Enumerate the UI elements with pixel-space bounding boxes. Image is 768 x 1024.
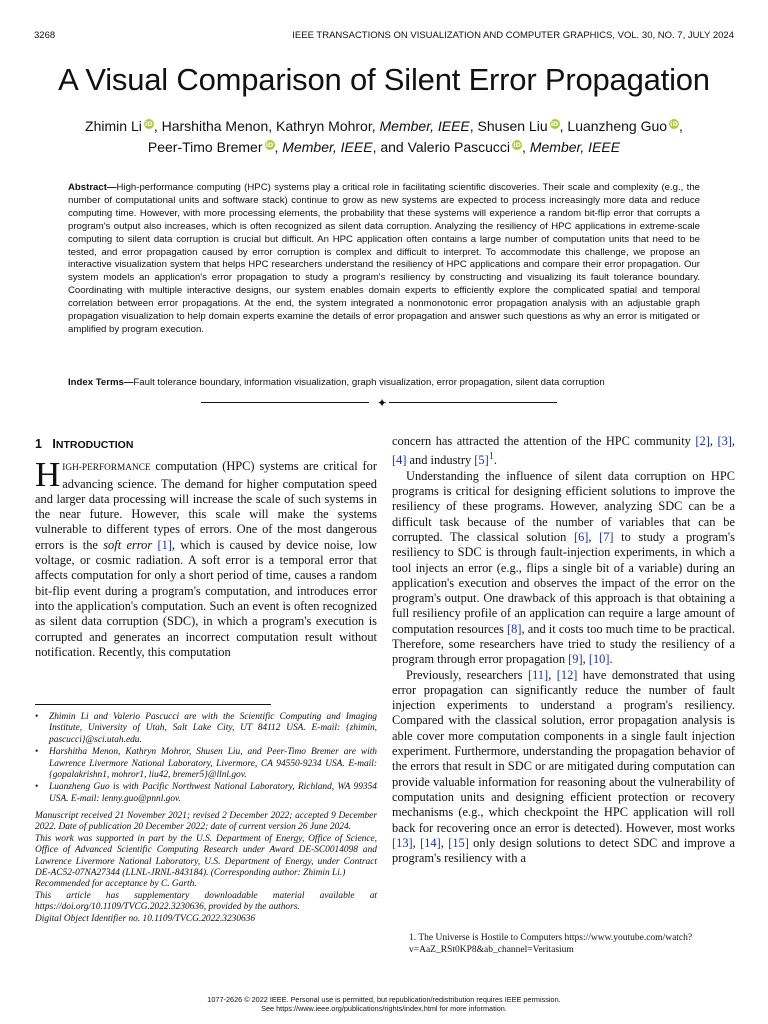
small-caps-lead: IGH-PERFORMANCE [62, 463, 151, 474]
author-name: , and Valerio Pascucci [372, 139, 511, 155]
index-terms-text: Fault tolerance boundary, information visualization, graph visualization, error propagation, silent data corruption [133, 377, 605, 388]
paragraph-text: concern has attracted the attention of the HPC community [392, 434, 696, 448]
orcid-icon[interactable]: iD [513, 141, 521, 149]
journal-header: IEEE TRANSACTIONS ON VISUALIZATION AND COMPUTER GRAPHICS, VOL. 30, NO. 7, JULY 2024 [292, 30, 734, 41]
index-terms-dash: — [123, 377, 134, 388]
author-list [40, 116, 728, 158]
citation-link[interactable]: [14] [420, 835, 441, 850]
footnote [392, 932, 735, 956]
index-terms [68, 376, 700, 389]
citation-link[interactable]: [9] [568, 652, 583, 667]
page-number: 3268 [34, 30, 56, 41]
manuscript-dates: Manuscript received 21 November 2021; revised 2 December 2022; accepted 9 December 2022. Date of publication 20 December 2022; date of current version 26 June 2024. [35, 811, 377, 833]
citation-link[interactable]: [10] [588, 652, 610, 667]
abstract-text: High-performance computing (HPC) systems play a critical role in facilitating scientific discoveries. Their scale and complexity (e.g., the number of computational units and software stack) continue to grow as new systems are expected to process increasingly more data and reduce computing time. However, with more processing elements, the probability that these systems will experience a random bit-flip error that corrupts a program's output also increases, which is often recognized as silent data corruption. Analyzing the resiliency of HPC applications in extreme-scale computing to silent data corruption is crucial but difficult. An HPC application often contains a large number of computation units that need to be tested, and error propagation caused by error corruption is complex and difficult to interpret. To accommodate this challenge, we propose an interactive visualization system that helps HPC researchers understand the resiliency of HPC applications and compare their error propagation. Our system models an application's error propagation to study a program's resiliency by constructing and visualizing its fault tolerance boundary. Coordinating with multiple interactive designs, our system enables domain experts to efficiently explore the complicated spatial and temporal correlation between error propagations. At the end, the system integrated a nonmonotonic error propagation analysis with an adjustable graph propagation visualization to help domain experts examine the details of error propagation and answer such questions as why an error is mitigated or amplified by program execution. [68, 182, 700, 335]
author-separator: , [679, 118, 683, 134]
orcid-icon[interactable]: iD [145, 120, 153, 128]
citation-link[interactable]: [4] [392, 453, 407, 468]
citation-link[interactable]: [3] [717, 434, 732, 448]
author-name: Zhimin Li [85, 118, 142, 134]
divider-line-left [201, 402, 369, 403]
paper-title: A Visual Comparison of Silent Error Propagation [58, 62, 710, 97]
author-affiliations [35, 712, 377, 806]
author-name: , Harshitha Menon, Kathryn Mohror, [153, 118, 380, 134]
author-membership: Member, IEEE [529, 139, 621, 155]
citation-link[interactable]: [7] [599, 529, 614, 544]
body-column-right [392, 434, 735, 866]
copyright-footer [0, 995, 768, 1013]
footnote-text: 1. The Universe is Hostile to Computers https://www.youtube.com/watch?v=AaZ_RSt0KP8&ab_channel=Veritasium [409, 933, 693, 955]
drop-cap: H [35, 455, 61, 495]
abstract-dash: — [106, 182, 117, 193]
manuscript-info [35, 811, 377, 925]
paragraph-text: have demonstrated that using error propagation can significantly reduce the number of fault injection experiments to understand a program's resiliency. Compared with the classical solution, error propagation analysis is able cover more computation components in a single fault injection experiment. Furthermore, understanding the propagation behavior of the errors that result in SDC or are mitigated during computation can provide valuable information for reasoning about the vulnerability of computation units and designing efficient protection or recovery mechanisms (e.g., which checkpoint the HPC application will roll back for recovering once an error is detected). However, most works [392, 667, 735, 835]
paragraph: Understanding the influence of silent data corruption on HPC programs is critical for designing efficient solutions to improve the resiliency of these programs. However, analyzing SDC can be a difficult task because of the number of variables that can be corrupted. The classical solution [6], [7] to study a program's resiliency to SDC is through fault-injection experiments, in which a tool injects an error (e.g., flips a single bit of a variable) during an application's execution and observes the impact of the error on the program's output. One drawback of this approach is that obtaining a full resiliency profile of an application can require a large amount of computation resources [8], and it costs too much time to be practical. Therefore, some researchers have tried to study the resiliency of a program through error propagation [9], [10]. [392, 468, 735, 667]
author-membership: Member, IEEE [379, 118, 470, 134]
citation-link[interactable]: [13] [392, 835, 413, 850]
citation-link[interactable]: [8] [507, 621, 522, 636]
footnote-rule [35, 704, 271, 705]
running-header [34, 30, 734, 44]
paragraph-text: only design solutions to detect SDC and improve a program's resiliency with a [392, 835, 735, 866]
author-separator: , [274, 139, 283, 155]
rights-line: See https://www.ieee.org/publications/rights/index.html for more information. [261, 1004, 507, 1013]
funding-note: This work was supported in part by the U.S. Department of Energy, Office of Science, Office of Advanced Scientific Computing Research under Award DE-SC0014098 and Lawrence Livermore National Laboratory, U.S. Department of Energy, under Contract DE-AC52-07NA27344 (LLNL-JRNL-843184). (Corresponding author: Zhimin Li.) [35, 833, 377, 879]
citation-link[interactable]: [15] [448, 835, 469, 850]
emphasis: soft error [103, 537, 153, 552]
paragraph [35, 455, 377, 660]
section-title-initial: I [52, 437, 56, 451]
paragraph-text: computation (HPC) systems are critical for advancing science. The demand for higher computation speed and larger data processing will increase the scale of such systems in the near future. However, this scale will make the systems vulnerable to different types of errors. One of the most dangerous errors is the [35, 459, 377, 552]
affiliation-item: • Zhimin Li and Valerio Pascucci are with the Scientific Computing and Imaging Institute, University of Utah, Salt Lake City, UT 84112 USA. E-mail: {zhimin, pascucci}@sci.utah.edu. [35, 712, 377, 746]
paragraph-text: to study a program's resiliency to SDC is through fault-injection experiments, in which a tool injects an error (e.g., flips a single bit of a variable) during an application's execution and observes the impact of the error on the program's output. One drawback of this approach is that obtaining a full resiliency profile of an application can require a large amount of computation resources [392, 529, 735, 636]
paragraph-text: , which is caused by device noise, low voltage, or cosmic radiation. A soft error is a temporal error that affects computation for only a short period of time, causes a random bit-flip event during a program's computation, and introduces error into the application's computation. Such an event is often recognized as silent data corruption (SDC), in which a program's execution is corrupted and generates an incorrect computation result without notification. Recently, this computation [35, 537, 377, 659]
section-heading [35, 437, 377, 453]
affiliation-item: • Harshitha Menon, Kathryn Mohror, Shusen Liu, and Peer-Timo Bremer are with Lawrence Livermore National Laboratory, Livermore, CA 94550-9234 USA. E-mail: {gopalakrishn1, mohror1, liu42, bremer5}@llnl.gov. [35, 747, 377, 781]
paragraph: concern has attracted the attention of the HPC community [2], [3], [4] and industry [5]$^1$. [392, 434, 735, 468]
index-terms-label: Index Terms [68, 377, 124, 388]
author-name: Peer-Timo Bremer [147, 139, 263, 155]
affiliation-item: • Luanzheng Guo is with Pacific Northwest National Laboratory, Richland, WA 99354 USA. E-mail: lenny.guo@pnnl.gov. [35, 782, 377, 805]
citation-link[interactable]: [12] [556, 667, 578, 682]
author-name: , Luanzheng Guo [559, 118, 668, 134]
recommended-by: Recommended for acceptance by C. Garth. [35, 879, 197, 890]
body-column-left [35, 434, 377, 660]
author-separator: , [522, 139, 530, 155]
paragraph-text: Understanding the influence of silent data corruption on HPC programs is critical for designing efficient solutions to improve the resiliency of these programs. However, analyzing SDC can be a difficult task because of the number of variables that can be corrupted. The classical solution [392, 468, 735, 544]
paragraph: Previously, researchers [11], [12] have demonstrated that using error propagation can significantly reduce the number of fault injection experiments to understand a program's resiliency. Compared with the classical solution, error propagation analysis is able cover more computation components in a single fault injection experiment. Furthermore, understanding the propagation behavior of the errors that result in SDC or are mitigated during computation can provide valuable information for reasoning about the vulnerability of computation units and designing efficient protection or recovery mechanisms (e.g., which checkpoint the HPC application will roll back for recovering once an error is detected). However, most works [13], [14], [15] only design solutions to detect SDC and improve a program's resiliency with a [392, 667, 735, 866]
divider-diamond-icon: ✦ [377, 396, 388, 410]
citation-link[interactable]: [11] [528, 667, 549, 682]
abstract-label: Abstract [68, 182, 107, 193]
author-name: , Shusen Liu [469, 118, 548, 134]
citation-link[interactable]: [6] [573, 529, 589, 544]
citation-link[interactable]: [2] [695, 434, 710, 448]
paragraph-text: and industry [406, 453, 475, 468]
footnote-mark[interactable]: 1 [488, 451, 494, 463]
section-title-rest: NTRODUCTION [55, 439, 134, 451]
paragraph-text: , and it costs too much time to be practical. Therefore, some researchers have tried to study the resiliency of a program through error propagation [392, 621, 735, 667]
orcid-icon[interactable]: iD [550, 120, 559, 128]
abstract [68, 182, 700, 337]
section-number: 1 [35, 437, 42, 451]
paragraph-text: Previously, researchers [406, 667, 528, 682]
section-divider [0, 396, 768, 410]
orcid-icon[interactable]: iD [670, 120, 678, 128]
citation-link[interactable]: [5] [474, 453, 489, 468]
supplementary-note: This article has supplementary downloadable material available at https://doi.org/10.1109/TVCG.2022.3230636, provided by the authors. [35, 890, 377, 913]
orcid-icon[interactable]: iD [265, 141, 274, 149]
citation-link[interactable]: [1] [157, 537, 172, 552]
divider-line-right [389, 402, 557, 403]
copyright-line: 1077-2626 © 2022 IEEE. Personal use is permitted, but republication/redistribution requires IEEE permission. [207, 995, 561, 1004]
doi-note: Digital Object Identifier no. 10.1109/TVCG.2022.3230636 [35, 913, 256, 924]
author-membership: Member, IEEE [282, 139, 373, 155]
